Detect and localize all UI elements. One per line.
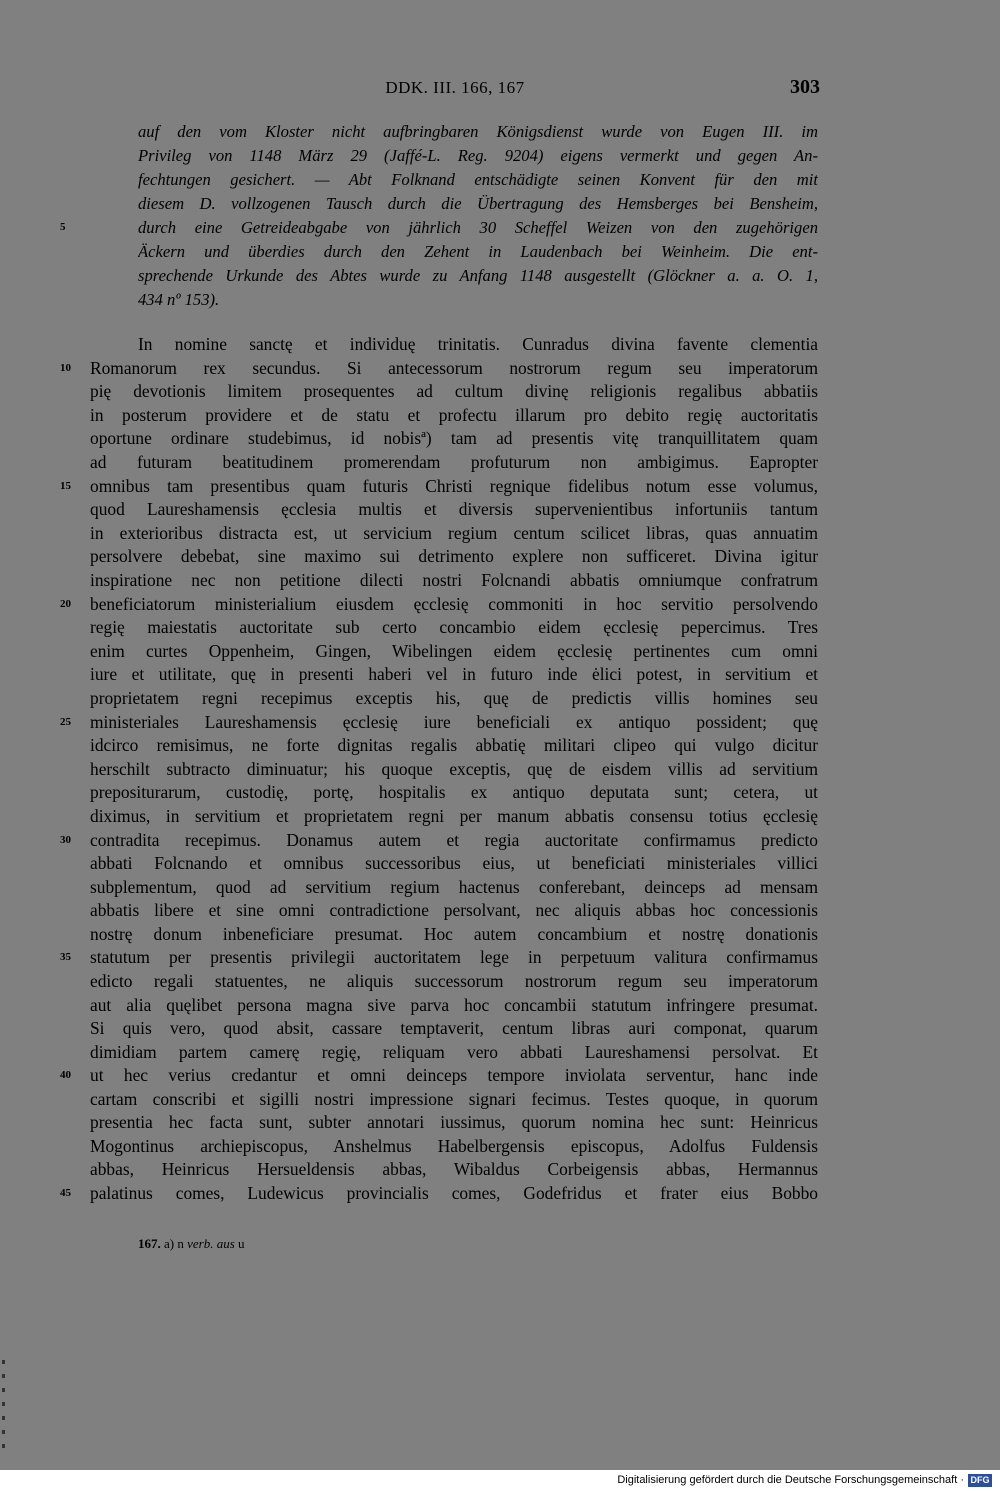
text-line: prepositurarum, custodię, portę, hospitalis ex antiquo deputata sunt; cetera, ut <box>90 782 818 802</box>
line-number: 35 <box>60 951 71 963</box>
line-number: 40 <box>60 1069 71 1081</box>
footnote-text-end: u <box>238 1236 245 1251</box>
line-number: 45 <box>60 1187 71 1199</box>
text-line: diximus, in servitium et proprietatem regni per manum abbatis consensu totius ęcclesię <box>90 806 818 826</box>
text-line: in posterum providere et de statu et profectu illarum pro debito regię auctoritatis <box>90 405 818 425</box>
text-line: ministeriales Laureshamensis ęcclesię iure beneficiali ex antiquo possident; quę <box>90 712 818 732</box>
text-line: ad futuram beatitudinem promerendam profuturum non ambigimus. Eapropter <box>90 452 818 472</box>
page-number: 303 <box>790 76 820 98</box>
text-line: contradita recepimus. Donamus autem et regia auctoritate confirmamus predicto <box>90 830 818 850</box>
line-number: 15 <box>60 480 71 492</box>
text-line: proprietatem regni recepimus exceptis his, quę de predictis villis homines seu <box>90 688 818 708</box>
credit-text[interactable]: Digitalisierung gefördert durch die Deutsche Forschungsgemeinschaft · <box>617 1474 964 1486</box>
footnote-italic: verb. aus <box>187 1236 235 1251</box>
line-number: 10 <box>60 362 71 374</box>
text-line: inspiratione nec non petitione dilecti nostri Folcnandi abbatis omniumque confratrum <box>90 570 818 590</box>
text-line: statutum per presentis privilegii auctoritatem lege in perpetuum valitura confirmamus <box>90 947 818 967</box>
text-line: abbas, Heinricus Hersueldensis abbas, Wibaldus Corbeigensis abbas, Hermannus <box>90 1159 818 1179</box>
text-line: omnibus tam presentibus quam futuris Christi regnique fidelibus notum esse volumus, <box>90 476 818 496</box>
text-line: dimidiam partem camerę regię, reliquam vero abbati Laureshamensi persolvat. Et <box>90 1042 818 1062</box>
text-line: aut alia quęlibet persona magna sive parva hoc concambii statutum infringere presumat. <box>90 995 818 1015</box>
running-header: DDK. III. 166, 167 <box>385 78 525 97</box>
text-line: Mogontinus archiepiscopus, Anshelmus Habelbergensis episcopus, Adolfus Fuldensis <box>90 1136 818 1156</box>
text-line: enim curtes Oppenheim, Gingen, Wibelingen eidem ęcclesię pertinentes cum omni <box>90 641 818 661</box>
notes-line: auf den vom Kloster nicht aufbringbaren Königsdienst wurde von Eugen III. im <box>138 122 818 141</box>
text-line: herschilt subtracto diminuatur; his quoque exceptis, quę de eisdem villis ad servitium <box>90 759 818 779</box>
text-line: regię maiestatis auctoritate sub certo concambio eidem ęcclesię pepercimus. Tres <box>90 617 818 637</box>
notes-line: sprechende Urkunde des Abtes wurde zu Anfang 1148 ausgestellt (Glöckner a. a. O. 1, <box>138 266 818 285</box>
text-line: oportune ordinare studebimus, id nobisª) tam ad presentis vitę tranquillitatem quam <box>90 428 818 448</box>
notes-line: Privileg von 1148 März 29 (Jaffé-L. Reg. 9204) eigens vermerkt und gegen An- <box>138 146 818 165</box>
text-line: In nomine sanctę et individuę trinitatis. Cunradus divina favente clementia <box>138 334 818 354</box>
line-number: 25 <box>60 716 71 728</box>
line-number: 5 <box>60 221 66 233</box>
digitization-credit-bar <box>0 1470 1000 1491</box>
text-line: presentia hec facta sunt, subter annotari iussimus, quorum nomina hec sunt: Heinricus <box>90 1112 818 1132</box>
dfg-logo-icon[interactable]: DFG <box>968 1474 992 1487</box>
text-line: in exterioribus distracta est, ut servicium regium centum scilicet libras, quas annuatim <box>90 523 818 543</box>
text-line: beneficiatorum ministerialium eiusdem ęcclesię commoniti in hoc servitio persolvendo <box>90 594 818 614</box>
text-line: nostrę donum inbeneficiare presumat. Hoc autem concambium et nostrę donationis <box>90 924 818 944</box>
footnote-number: 167. <box>138 1236 161 1251</box>
line-number: 20 <box>60 598 71 610</box>
text-line: Romanorum rex secundus. Si antecessorum nostrorum regum seu imperatorum <box>90 358 818 378</box>
notes-line: 434 nº 153). <box>138 290 220 309</box>
text-line: ut hec verius credantur et omni deinceps tempore inviolata serventur, hanc inde <box>90 1065 818 1085</box>
text-line: iure et utilitate, quę in presenti haberi vel in futuro inde ėlici potest, in servitium et <box>90 664 818 684</box>
scan-edge-marks <box>0 1360 8 1470</box>
text-line: quod Laureshamensis ęcclesia multis et diversis supervenientibus infortuniis tantum <box>90 499 818 519</box>
text-line: abbati Folcnando et omnibus successoribus eius, ut beneficiati ministeriales villici <box>90 853 818 873</box>
footnote-letter: a) <box>164 1236 175 1251</box>
line-number: 30 <box>60 834 71 846</box>
footnote-text-start: n <box>177 1236 184 1251</box>
footnote <box>138 1235 245 1253</box>
text-line: persolvere debebat, sine maximo sui detrimento explere non sufficeret. Divina igitur <box>90 546 818 566</box>
text-line: pię devotionis limitem prosequentes ad cultum divinę religionis regalibus abbatiis <box>90 381 818 401</box>
notes-line: fechtungen gesichert. — Abt Folknand entschädigte seinen Konvent für den mit <box>138 170 818 189</box>
text-line: abbatis libere et sine omni contradictione persolvant, nec aliquis abbas hoc concessionis <box>90 900 818 920</box>
notes-line: diesem D. vollzogenen Tausch durch die Übertragung des Hemsberges bei Bensheim, <box>138 194 818 213</box>
text-line: cartam conscribi et sigilli nostri impressione signari fecimus. Testes quoque, in quorum <box>90 1089 818 1109</box>
text-line: subplementum, quod ad servitium regium hactenus conferebant, deinceps ad mensam <box>90 877 818 897</box>
notes-line: Äckern und überdies durch den Zehent in Laudenbach bei Weinheim. Die ent- <box>138 242 818 261</box>
text-line: edicto regali statuentes, ne aliquis successorum nostrorum regum seu imperatorum <box>90 971 818 991</box>
text-line: palatinus comes, Ludewicus provincialis comes, Godefridus et frater eius Bobbo <box>90 1183 818 1203</box>
notes-line: durch eine Getreideabgabe von jährlich 30 Scheffel Weizen von den zugehörigen <box>138 218 818 237</box>
text-line: idcirco remisimus, ne forte dignitas regalis abbatię militari clipeo qui vulgo dicitur <box>90 735 818 755</box>
text-line: Si quis vero, quod absit, cassare temptaverit, centum libras auri componat, quarum <box>90 1018 818 1038</box>
